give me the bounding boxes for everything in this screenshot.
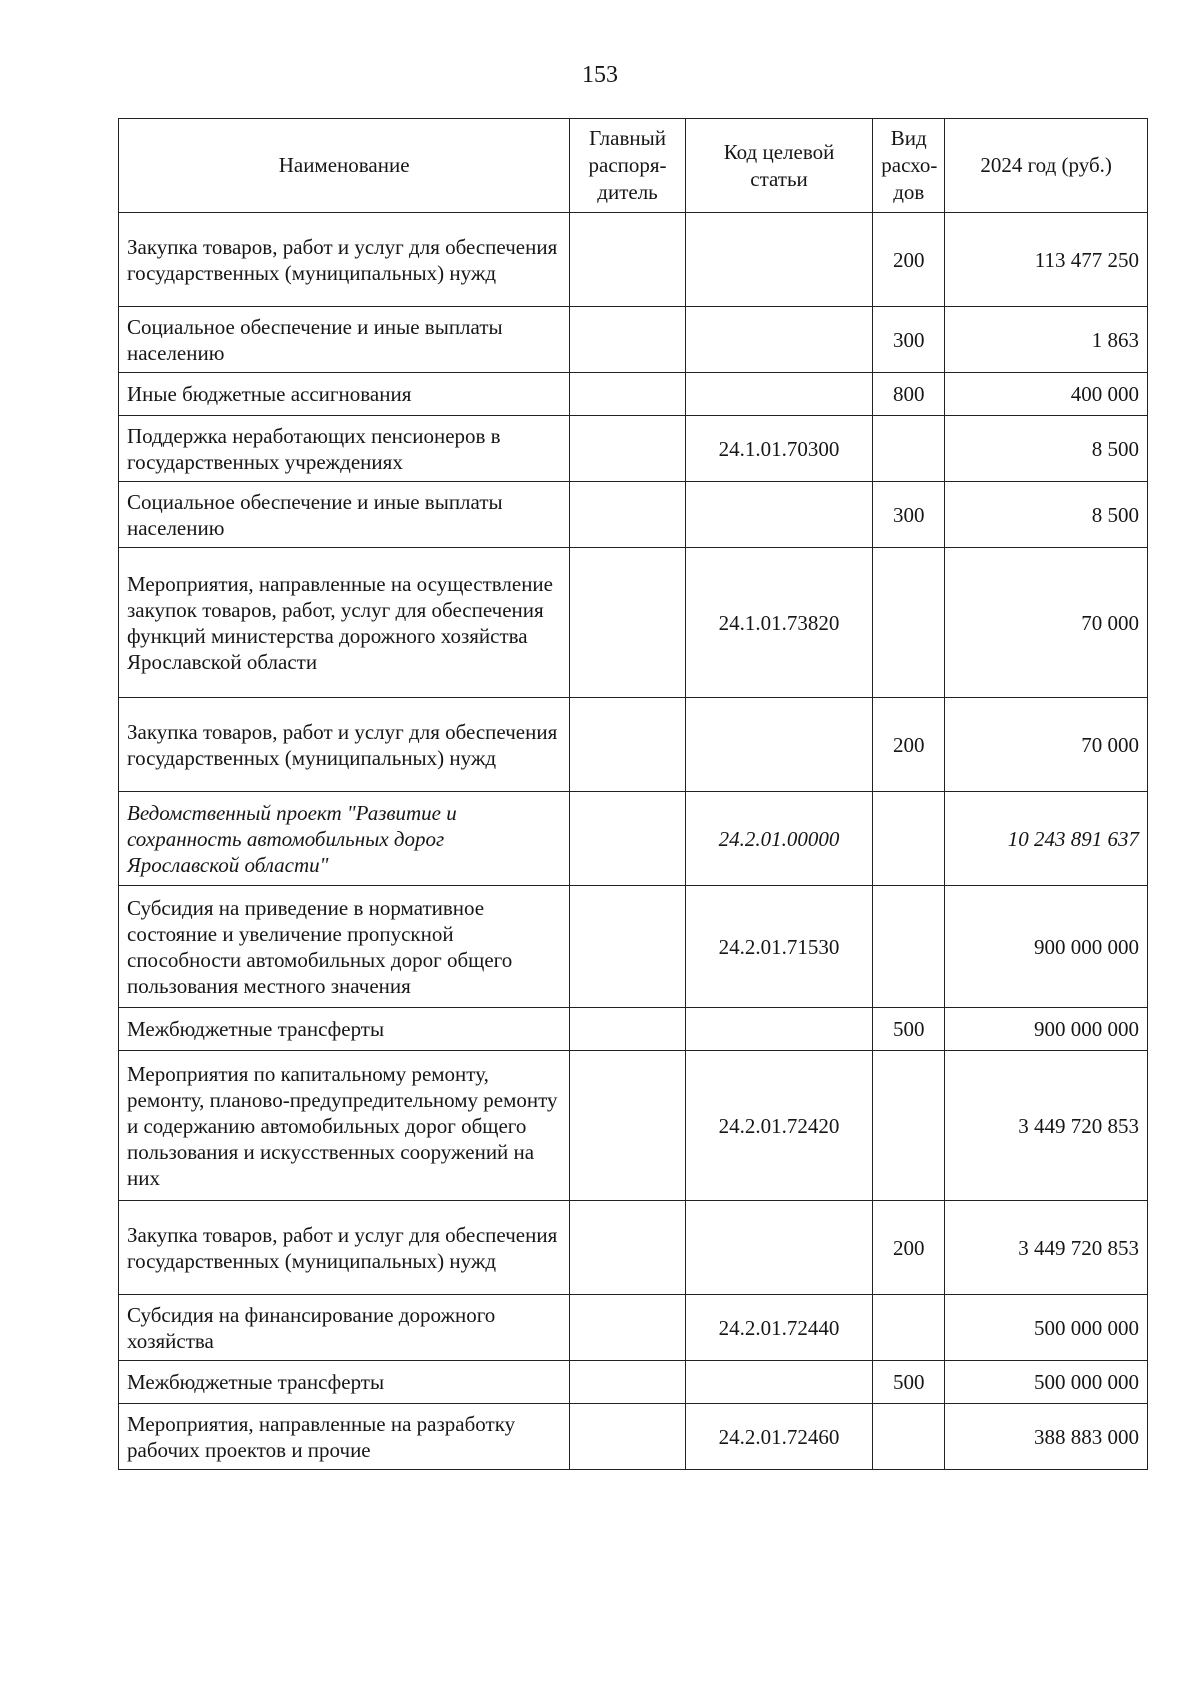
row-name: Закупка товаров, работ и услуг для обеспечения государственных (муниципальных) нужд bbox=[119, 213, 570, 307]
row-vid: 200 bbox=[873, 1201, 945, 1295]
table-row-project bbox=[119, 792, 1148, 886]
header-vid: Вид расхо-дов bbox=[873, 119, 945, 213]
row-code bbox=[685, 1201, 872, 1295]
row-sum: 900 000 000 bbox=[945, 886, 1148, 1008]
row-grbs bbox=[570, 548, 686, 698]
row-code: 24.2.01.72440 bbox=[685, 1295, 872, 1361]
row-sum: 70 000 bbox=[945, 548, 1148, 698]
row-name: Социальное обеспечение и иные выплаты населению bbox=[119, 482, 570, 548]
table-row bbox=[119, 1295, 1148, 1361]
row-vid bbox=[873, 886, 945, 1008]
row-vid bbox=[873, 1295, 945, 1361]
row-sum: 3 449 720 853 bbox=[945, 1201, 1148, 1295]
table-body bbox=[119, 213, 1148, 1470]
row-vid: 200 bbox=[873, 698, 945, 792]
header-sum: 2024 год (руб.) bbox=[945, 119, 1148, 213]
row-sum: 113 477 250 bbox=[945, 213, 1148, 307]
header-code: Код целевой статьи bbox=[685, 119, 872, 213]
row-sum: 500 000 000 bbox=[945, 1361, 1148, 1404]
header-name: Наименование bbox=[119, 119, 570, 213]
row-sum: 8 500 bbox=[945, 416, 1148, 482]
row-name: Закупка товаров, работ и услуг для обеспечения государственных (муниципальных) нужд bbox=[119, 1201, 570, 1295]
table-row bbox=[119, 1361, 1148, 1404]
row-name: Мероприятия по капитальному ремонту, ремонту, планово-предупредительному ремонту и содержанию автомобильных дорог общего пользования и искусственных сооружений на них bbox=[119, 1051, 570, 1201]
table-row bbox=[119, 698, 1148, 792]
table-row bbox=[119, 307, 1148, 373]
table-row bbox=[119, 213, 1148, 307]
row-grbs bbox=[570, 1404, 686, 1470]
row-code: 24.2.01.72420 bbox=[685, 1051, 872, 1201]
row-vid: 300 bbox=[873, 482, 945, 548]
row-code bbox=[685, 1008, 872, 1051]
row-sum: 3 449 720 853 bbox=[945, 1051, 1148, 1201]
row-grbs bbox=[570, 482, 686, 548]
row-vid: 500 bbox=[873, 1008, 945, 1051]
table-row bbox=[119, 416, 1148, 482]
row-name: Субсидия на приведение в нормативное состояние и увеличение пропускной способности автомобильных дорог общего пользования местного значения bbox=[119, 886, 570, 1008]
row-name: Закупка товаров, работ и услуг для обеспечения государственных (муниципальных) нужд bbox=[119, 698, 570, 792]
row-name: Мероприятия, направленные на осуществление закупок товаров, работ, услуг для обеспечения функций министерства дорожного хозяйства Ярославской области bbox=[119, 548, 570, 698]
row-name: Мероприятия, направленные на разработку рабочих проектов и прочие bbox=[119, 1404, 570, 1470]
row-sum: 900 000 000 bbox=[945, 1008, 1148, 1051]
row-grbs bbox=[570, 792, 686, 886]
row-sum: 8 500 bbox=[945, 482, 1148, 548]
row-code bbox=[685, 213, 872, 307]
budget-table bbox=[118, 118, 1148, 1470]
row-grbs bbox=[570, 373, 686, 416]
row-code: 24.2.01.71530 bbox=[685, 886, 872, 1008]
table-row bbox=[119, 1051, 1148, 1201]
row-vid bbox=[873, 1404, 945, 1470]
row-vid: 200 bbox=[873, 213, 945, 307]
table-row bbox=[119, 482, 1148, 548]
row-code: 24.2.01.72460 bbox=[685, 1404, 872, 1470]
row-name: Поддержка неработающих пенсионеров в государственных учреждениях bbox=[119, 416, 570, 482]
table-row bbox=[119, 548, 1148, 698]
row-grbs bbox=[570, 1201, 686, 1295]
row-code bbox=[685, 307, 872, 373]
row-code bbox=[685, 482, 872, 548]
row-sum: 388 883 000 bbox=[945, 1404, 1148, 1470]
row-vid bbox=[873, 416, 945, 482]
row-vid: 300 bbox=[873, 307, 945, 373]
table-row bbox=[119, 1008, 1148, 1051]
row-grbs bbox=[570, 1295, 686, 1361]
table-row bbox=[119, 1201, 1148, 1295]
row-grbs bbox=[570, 1361, 686, 1404]
row-code: 24.1.01.70300 bbox=[685, 416, 872, 482]
row-code: 24.2.01.00000 bbox=[685, 792, 872, 886]
row-name: Межбюджетные трансферты bbox=[119, 1008, 570, 1051]
row-name: Иные бюджетные ассигнования bbox=[119, 373, 570, 416]
row-vid bbox=[873, 792, 945, 886]
row-vid: 500 bbox=[873, 1361, 945, 1404]
row-vid: 800 bbox=[873, 373, 945, 416]
row-name: Социальное обеспечение и иные выплаты населению bbox=[119, 307, 570, 373]
table-row bbox=[119, 886, 1148, 1008]
row-sum: 10 243 891 637 bbox=[945, 792, 1148, 886]
row-name: Межбюджетные трансферты bbox=[119, 1361, 570, 1404]
page-number: 153 bbox=[582, 62, 618, 88]
row-grbs bbox=[570, 213, 686, 307]
row-vid bbox=[873, 548, 945, 698]
row-grbs bbox=[570, 416, 686, 482]
row-name: Субсидия на финансирование дорожного хозяйства bbox=[119, 1295, 570, 1361]
row-code: 24.1.01.73820 bbox=[685, 548, 872, 698]
row-grbs bbox=[570, 886, 686, 1008]
row-grbs bbox=[570, 1008, 686, 1051]
row-sum: 500 000 000 bbox=[945, 1295, 1148, 1361]
table-header-row bbox=[119, 119, 1148, 213]
row-grbs bbox=[570, 698, 686, 792]
table-row bbox=[119, 1404, 1148, 1470]
row-vid bbox=[873, 1051, 945, 1201]
row-sum: 70 000 bbox=[945, 698, 1148, 792]
row-name: Ведомственный проект "Развитие и сохранность автомобильных дорог Ярославской области" bbox=[119, 792, 570, 886]
row-code bbox=[685, 698, 872, 792]
table-row bbox=[119, 373, 1148, 416]
row-code bbox=[685, 1361, 872, 1404]
row-code bbox=[685, 373, 872, 416]
row-sum: 1 863 bbox=[945, 307, 1148, 373]
row-grbs bbox=[570, 1051, 686, 1201]
row-grbs bbox=[570, 307, 686, 373]
row-sum: 400 000 bbox=[945, 373, 1148, 416]
header-grbs: Главный распоря-дитель bbox=[570, 119, 686, 213]
